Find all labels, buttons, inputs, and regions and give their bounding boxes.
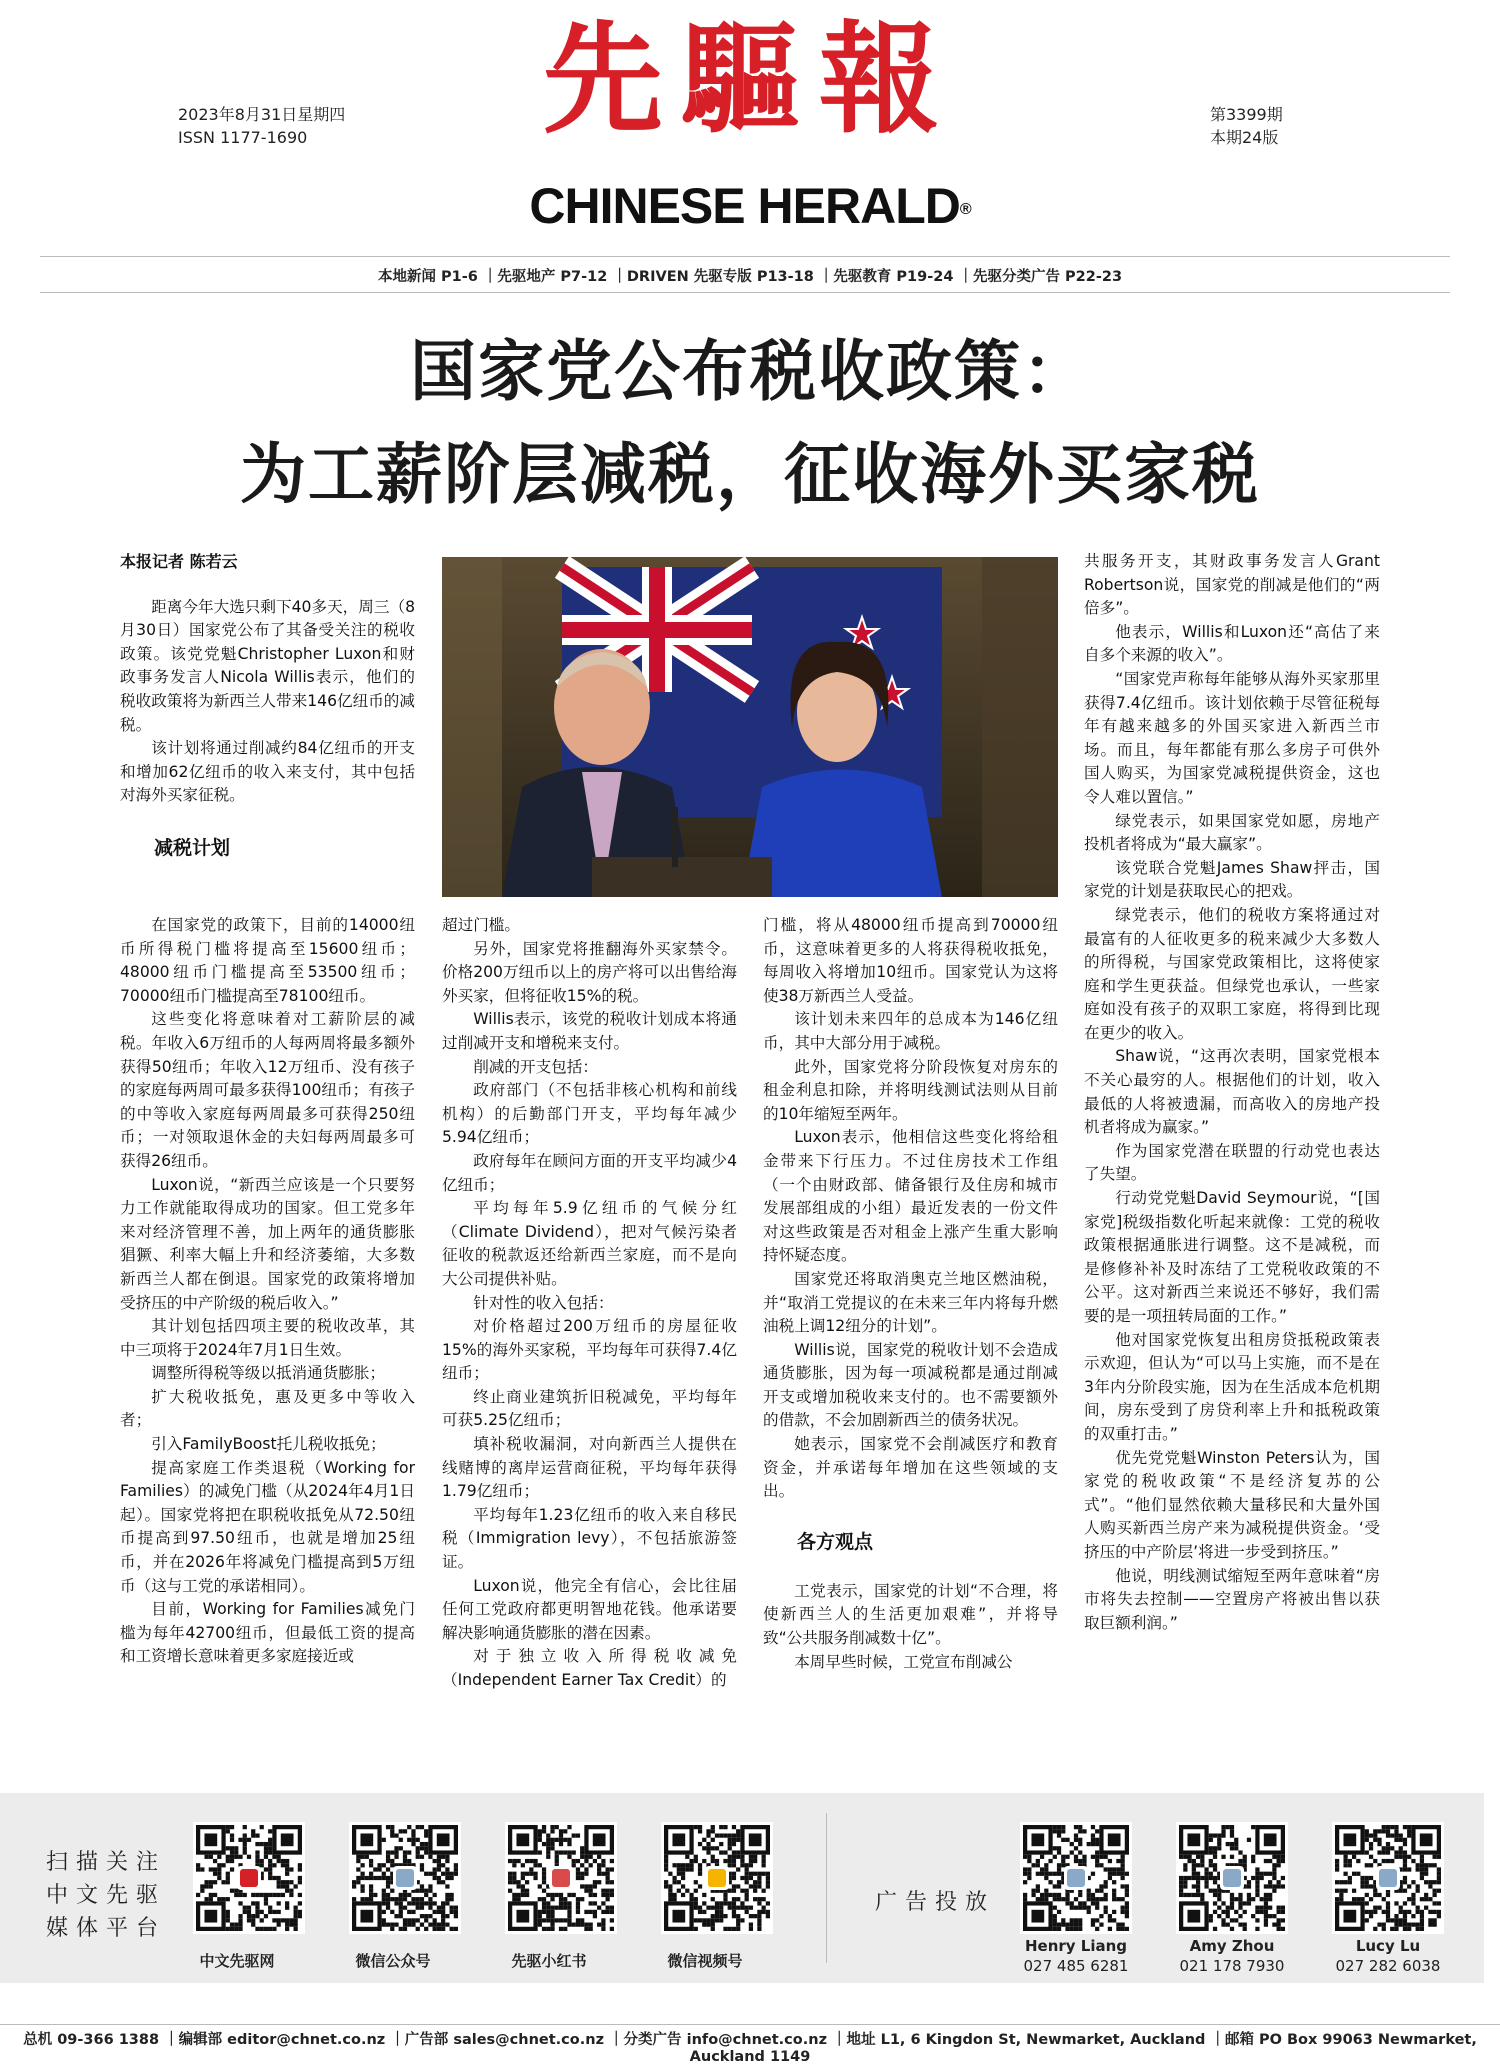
paragraph: Luxon表示，他相信这些变化将给租金带来下行压力。不过住房技术工作组（一个由财政部、储备银行及住房和城市发展部组成的小组）最近发表的一份文件对这些政策是否对租金上涨产生重大影响持怀疑态度。 bbox=[763, 1128, 1058, 1265]
qr-code-lucy[interactable] bbox=[1332, 1822, 1444, 1934]
paragraph: 对于独立收入所得税收减免（Independent Earner Tax Credit）的 bbox=[442, 1647, 737, 1689]
contact-phone: 027 282 6038 bbox=[1335, 1957, 1441, 1975]
platform-label: 先驱小红书 bbox=[511, 1952, 587, 1970]
paragraph: 提高家庭工作类退税（Working for Families）的减免门槛（从2024年4月1日起）。国家党将把在职税收抵免从72.50纽币提高到97.50纽币，也就是增加25纽币，并在2026年将减免门槛提高到5万纽币（这与工党的承诺相同）。 bbox=[120, 1458, 415, 1595]
paragraph: 绿党表示，如果国家党如愿，房地产投机者将成为“最大赢家”。 bbox=[1084, 811, 1380, 854]
paragraph: 引入FamilyBoost托儿税收抵免； bbox=[151, 1435, 386, 1454]
paragraph: Luxon说，“新西兰应该是一个只要努力工作就能取得成功的国家。但工党多年来对经济管理不善，加上两年的通货膨胀猖獗、利率大幅上升和经济萎缩，大多数新西兰人都在倒退。国家党的政策将增加受挤压的中产阶级的税后收入。” bbox=[120, 1175, 415, 1312]
paragraph: Luxon说，他完全有信心，会比往届任何工党政府都更明智地花钱。他承诺要解决影响通货膨胀的潜在因素。 bbox=[442, 1576, 737, 1642]
platform-label: 中文先驱网 bbox=[199, 1952, 275, 1970]
podium bbox=[592, 857, 772, 897]
paragraph: 行动党党魁David Seymour说，“[国家党]税级指数化听起来就像：工党的税收政策根据通胀进行调整。这不是减税，而是修修补补及时冻结了工党税收政策的不公平。这对新西兰来说还不够好，我们需要的是一项扭转局面的工作。” bbox=[1084, 1189, 1380, 1325]
qr-code-website[interactable] bbox=[193, 1822, 305, 1934]
paragraph: 他对国家党恢复出租房贷抵税政策表示欢迎，但认为“可以马上实施，而不是在3年内分阶段实施，因为在生活成本危机期间，房东受到了房贷利率上升和抵税政策的双重打击。” bbox=[1084, 1330, 1380, 1443]
headline-line-1: 国家党公布税收政策： bbox=[410, 333, 1090, 410]
paragraph: 工党表示，国家党的计划“不合理，将使新西兰人的生活更加艰难”，并将导致“公共服务削减数十亿”。 bbox=[763, 1581, 1058, 1648]
paragraph: 政府每年在顾问方面的开支平均减少4亿纽币； bbox=[442, 1151, 737, 1194]
paragraph: 终止商业建筑折旧税减免，平均每年可获5.25亿纽币； bbox=[442, 1387, 737, 1430]
article-column-4 bbox=[1084, 550, 1380, 1635]
contact-info-bar: 总机 09-366 1388 ｜编辑部 editor@chnet.co.nz ｜广告部 sales@chnet.co.nz ｜分类广告 info@chnet.co.nz ｜地址 L1, 6 Kingdon St, Newmarket, Auckland ｜邮箱 PO Box 99063 Newmarket, Auckland 1149 bbox=[23, 2032, 1477, 2065]
qr-code-henry[interactable] bbox=[1020, 1822, 1132, 1934]
paragraph: 距离今年大选只剩下40多天，周三（8月30日）国家党公布了其备受关注的税收政策。该党党魁Christopher Luxon和财政事务发言人Nicola Willis表示，他们的税收政策将为新西兰人带来146亿纽币的减税。 bbox=[120, 597, 415, 734]
masthead-right bbox=[1210, 103, 1410, 149]
paragraph: Willis说，国家党的税收计划不会造成通货膨胀，因为每一项减税都是通过削减开支或增加税收来支付的。也不需要额外的借款，不会加剧新西兰的债务状况。 bbox=[763, 1340, 1058, 1430]
registered-mark: ® bbox=[959, 200, 971, 218]
paragraph: 此外，国家党将分阶段恢复对房东的租金利息扣除，并将明线测试法则从目前的10年缩短至两年。 bbox=[763, 1057, 1058, 1123]
paragraph: 该计划将通过削减约84亿纽币的开支和增加62亿纽币的收入来支付，其中包括对海外买家征税。 bbox=[120, 739, 415, 805]
newspaper-logo-english bbox=[0, 176, 1500, 240]
paragraph: 扩大税收抵免，惠及更多中等收入者； bbox=[120, 1387, 415, 1430]
paragraph: 在国家党的政策下，目前的14000纽币所得税门槛将提高至15600纽币；48000纽币门槛提高至53500纽币；70000纽币门槛提高至78100纽币。 bbox=[120, 916, 415, 1005]
qr-code-amy[interactable] bbox=[1176, 1822, 1288, 1934]
issue-date: 2023年8月31日星期四 bbox=[178, 105, 346, 124]
paragraph: 共服务开支，其财政事务发言人Grant Robertson说，国家党的削减是他们的“两倍多”。 bbox=[1084, 552, 1380, 618]
paragraph: 对价格超过200万纽币的房屋征收15%的海外买家税，平均每年可获得7.4亿纽币； bbox=[442, 1317, 737, 1383]
advertising-text: 广告投放 bbox=[875, 1890, 996, 1915]
platform-label: 微信视频号 bbox=[667, 1952, 743, 1970]
qr-code-xiaohongshu[interactable] bbox=[505, 1822, 617, 1934]
bottom-rule bbox=[0, 2024, 1500, 2025]
paragraph: 门槛，将从48000纽币提高到70000纽币，这意味着更多的人将获得税收抵免，每周收入将增加10纽币。国家党认为这将使38万新西兰人受益。 bbox=[763, 916, 1058, 1005]
paragraph: Willis表示，该党的税收计划成本将通过削减开支和增税来支付。 bbox=[442, 1010, 737, 1052]
paragraph: 平均每年1.23亿纽币的收入来自移民税（Immigration levy），不包括旅游签证。 bbox=[442, 1505, 737, 1572]
platform-label: 微信公众号 bbox=[355, 1952, 431, 1970]
article-column-3 bbox=[763, 914, 1058, 1674]
paragraph: “国家党声称每年能够从海外买家那里获得7.4亿纽币。该计划依赖于尽管征税每年有越来越多的外国买家进入新西兰市场。而且，每年都能有那么多房子可供外国人购买，为国家党减税提供资金，这也令人难以置信。” bbox=[1084, 669, 1380, 806]
paragraph: 作为国家党潜在联盟的行动党也表达了失望。 bbox=[1084, 1141, 1380, 1184]
footer-divider bbox=[826, 1813, 827, 1963]
paragraph: 削减的开支包括： bbox=[473, 1057, 598, 1076]
paragraph: 她表示，国家党不会削减医疗和教育资金，并承诺每年增加在这些领域的支出。 bbox=[763, 1435, 1058, 1501]
contact-label bbox=[1006, 1936, 1146, 1976]
article-photo bbox=[442, 557, 1058, 897]
article-column-1-intro bbox=[120, 550, 415, 860]
article-column-1 bbox=[120, 914, 415, 1669]
subhead-tax-cut-plan: 减税计划 bbox=[154, 836, 231, 859]
paragraph: 另外，国家党将推翻海外买家禁令。价格200万纽币以上的房产将可以出售给海外买家，但将征收15%的税。 bbox=[442, 939, 737, 1005]
section-rule bbox=[40, 292, 1450, 293]
paragraph: 本周早些时候，工党宣布削减公 bbox=[794, 1652, 1013, 1671]
logo-english-text: CHINESE HERALD bbox=[529, 178, 960, 234]
paragraph: 绿党表示，他们的税收方案将通过对最富有的人征收更多的税来减少大多数人的所得税，与国家党政策相比，这将使家庭和学生更获益。但绿党也承认，一些家庭如没有孩子的双职工家庭，将得到比现在更少的收入。 bbox=[1084, 905, 1380, 1042]
paragraph: 他说，明线测试缩短至两年意味着“房市将失去控制——空置房产将被出售以获取巨额利润。” bbox=[1084, 1566, 1380, 1632]
contact-label bbox=[1162, 1936, 1302, 1976]
subhead-opinions: 各方观点 bbox=[797, 1530, 874, 1553]
contact-phone: 027 485 6281 bbox=[1023, 1957, 1129, 1975]
paragraph: 超过门槛。 bbox=[442, 916, 520, 934]
microphone bbox=[672, 807, 678, 867]
follow-us-text: 扫描关注中文先驱媒体平台 bbox=[46, 1850, 167, 1941]
press-conference-photo bbox=[442, 557, 1058, 897]
paragraph: 该计划未来四年的总成本为146亿纽币，其中大部分用于减税。 bbox=[763, 1010, 1058, 1052]
issue-number: 第3399期 bbox=[1210, 105, 1283, 124]
contact-phone: 021 178 7930 bbox=[1179, 1957, 1285, 1975]
top-rule bbox=[40, 256, 1450, 257]
paragraph: Shaw说，“这再次表明，国家党根本不关心最穷的人。根据他们的计划，收入最低的人将被遗漏，而高收入的房地产投机者将成为赢家。” bbox=[1084, 1047, 1380, 1137]
newspaper-logo-chinese: 先驅報 bbox=[543, 9, 957, 150]
headline-line-2: 为工薪阶层减税，征收海外买家税 bbox=[240, 436, 1260, 513]
paragraph: 这些变化将意味着对工薪阶层的减税。年收入6万纽币的人每两周将最多额外获得50纽币；年收入12万纽币、没有孩子的家庭每两周可最多获得100纽币；有孩子的中等收入家庭每两周最多可获得250纽币；一对领取退休金的夫妇每两周最多可获得26纽币。 bbox=[120, 1010, 415, 1170]
qr-code-video[interactable] bbox=[661, 1822, 773, 1934]
paragraph: 优先党党魁Winston Peters认为，国家党的税收政策“不是经济复苏的公式”。“他们显然依赖大量移民和大量外国人购买新西兰房产来为减税提供资金。‘受挤压的中产阶层’将进一步受到挤压。” bbox=[1084, 1448, 1380, 1561]
contact-name: Amy Zhou bbox=[1189, 1937, 1275, 1955]
issn: ISSN 1177-1690 bbox=[178, 128, 308, 147]
paragraph: 目前，Working for Families减免门槛为每年42700纽币，但最低工资的提高和工资增长意味着更多家庭接近或 bbox=[120, 1600, 415, 1666]
paragraph: 填补税收漏洞，对向新西兰人提供在线赌博的离岸运营商征税，平均每年获得1.79亿纽币； bbox=[442, 1435, 737, 1501]
paragraph: 国家党还将取消奥克兰地区燃油税，并“取消工党提议的在未来三年内将每升燃油税上调12纽分的计划”。 bbox=[763, 1269, 1058, 1336]
section-index: 本地新闻 P1-6 ｜先驱地产 P7-12 ｜DRIVEN 先驱专版 P13-18 ｜先驱教育 P19-24 ｜先驱分类广告 P22-23 bbox=[377, 269, 1123, 285]
contact-label bbox=[1318, 1936, 1458, 1976]
paragraph: 他表示，Willis和Luxon还“高估了来自多个来源的收入”。 bbox=[1084, 622, 1380, 665]
paragraph: 调整所得税等级以抵消通货膨胀； bbox=[151, 1364, 386, 1383]
paragraph: 针对性的收入包括： bbox=[473, 1293, 614, 1312]
article-column-2 bbox=[442, 914, 737, 1693]
paragraph: 政府部门（不包括非核心机构和前线机构）的后勤部门开支，平均每年减少5.94亿纽币； bbox=[442, 1081, 737, 1147]
page-count: 本期24版 bbox=[1210, 128, 1279, 147]
paragraph: 其计划包括四项主要的税收改革，其中三项将于2024年7月1日生效。 bbox=[120, 1317, 415, 1359]
paragraph: 该党联合党魁James Shaw抨击，国家党的计划是获取民心的把戏。 bbox=[1084, 858, 1380, 901]
paragraph: 平均每年5.9亿纽币的气候分红（Climate Dividend），把对气候污染者征收的税款返还给新西兰家庭，而不是向大公司提供补贴。 bbox=[442, 1199, 737, 1288]
contact-name: Henry Liang bbox=[1024, 1937, 1128, 1955]
qr-code-wechat[interactable] bbox=[349, 1822, 461, 1934]
byline: 本报记者 陈若云 bbox=[120, 552, 238, 571]
contact-name: Lucy Lu bbox=[1355, 1937, 1421, 1955]
